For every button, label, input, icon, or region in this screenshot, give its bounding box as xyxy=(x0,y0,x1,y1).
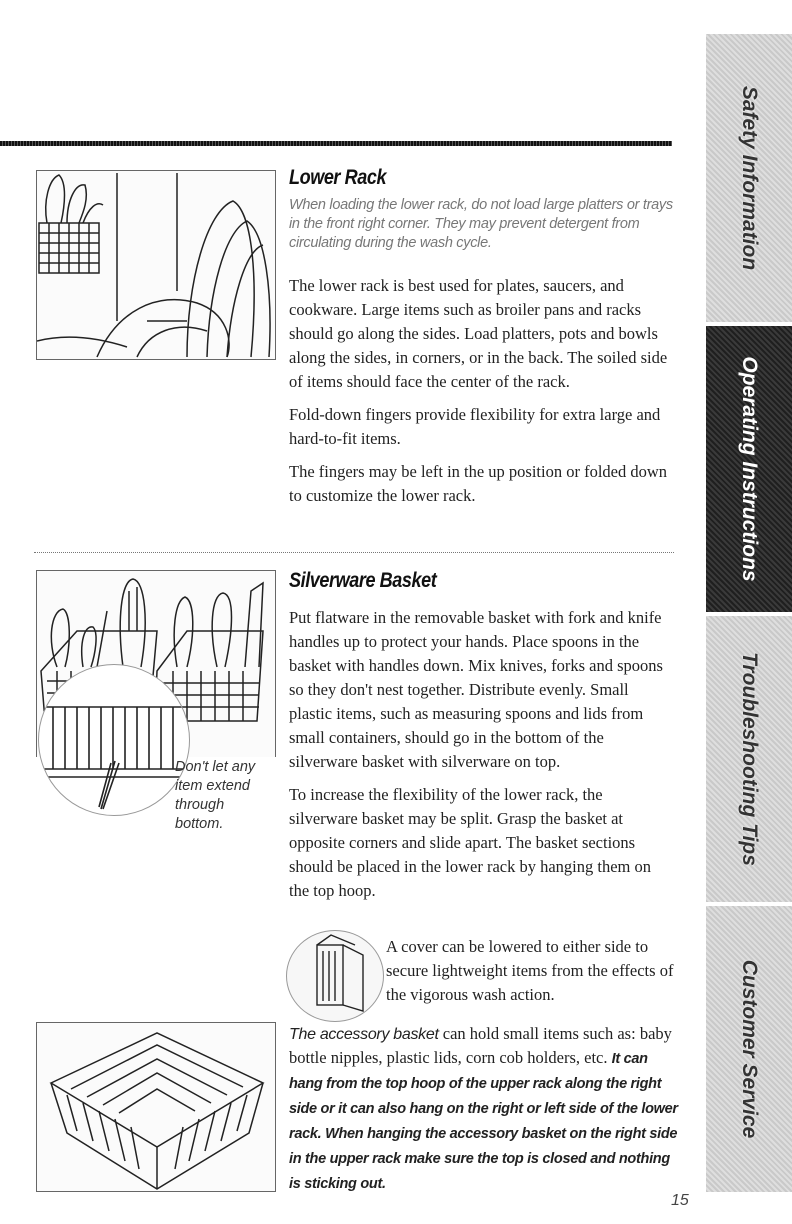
tab-troubleshooting-tips[interactable] xyxy=(706,616,792,902)
lower-rack-caution: When loading the lower rack, do not load large platters or trays in the front right corner. They may prevent detergent from circulating during the wash cycle. xyxy=(289,197,673,251)
tab-customer-service[interactable] xyxy=(706,906,792,1192)
silverware-heading: Silverware Basket xyxy=(289,569,437,592)
accessory-basket-drawing xyxy=(37,1023,275,1191)
bottom-detail-circle xyxy=(38,664,190,816)
lower-rack-paragraph: The lower rack is best used for plates, saucers, and cookware. Large items such as broiler pans and racks should go along the sides. Load platters, pots and bowls along the sides, in corners, or in the back. The soiled side of items should face the center of the rack. xyxy=(289,276,668,391)
tab-operating-instructions[interactable] xyxy=(706,326,792,612)
tab-customer-service-label: Customer Service xyxy=(738,959,761,1139)
lower-rack-heading: Lower Rack xyxy=(289,166,387,189)
lower-rack-body xyxy=(289,274,673,508)
accessory-paragraph xyxy=(289,1022,679,1196)
top-rule xyxy=(0,141,672,146)
cover-drawing xyxy=(287,931,383,1021)
silverware-body xyxy=(289,606,673,903)
bottom-detail-drawing xyxy=(39,665,189,815)
tab-troubleshooting-tips-label: Troubleshooting Tips xyxy=(738,652,761,866)
lower-rack-paragraph: Fold-down fingers provide flexibility for extra large and hard-to-fit items. xyxy=(289,405,661,448)
lower-rack-drawing xyxy=(37,171,275,359)
tab-safety-information-label: Safety Information xyxy=(738,85,761,271)
lower-rack-illustration xyxy=(36,170,276,360)
accessory-basket-illustration xyxy=(36,1022,276,1192)
silverware-paragraph: Put flatware in the removable basket with fork and knife handles up to protect your hands. Place spoons in the basket with handles down. Mix knives, forks and spoons so they don't nest together. Distribute evenly. Small plastic items, such as measuring spoons and lids from small containers, should go in the bottom of the silverware basket with silverware on top. xyxy=(289,608,663,771)
tab-operating-instructions-label: Operating Instructions xyxy=(738,356,761,582)
tab-safety-information[interactable] xyxy=(706,34,792,322)
section-divider xyxy=(34,552,674,553)
silverware-paragraph: To increase the flexibility of the lower rack, the silverware basket may be split. Grasp the basket at opposite corners and slide apart. The basket sections should be placed in the lower rack by hanging them on the top hoop. xyxy=(289,785,651,900)
cover-illustration xyxy=(286,930,384,1022)
cover-paragraph: A cover can be lowered to either side to secure lightweight items from the effects of the vigorous wash action. xyxy=(386,937,674,1004)
accessory-rest-italic: It can hang from the top hoop of the upper rack along the right side or it can also hang on the right or left side of the lower rack. When hanging the accessory basket on the right side in the upper rack make sure the top is closed and nothing is sticking out. xyxy=(289,1051,678,1192)
lower-rack-paragraph: The fingers may be left in the up position or folded down to customize the lower rack. xyxy=(289,462,668,505)
silverware-note: Don't let any item extend through bottom. xyxy=(175,759,256,832)
accessory-lead-roman: can hold small items such as: baby bottle nipples, plastic lids, corn cob holders, etc. xyxy=(289,1024,672,1067)
page-number: 15 xyxy=(671,1192,689,1209)
accessory-lead-italic: The accessory basket xyxy=(289,1026,439,1043)
